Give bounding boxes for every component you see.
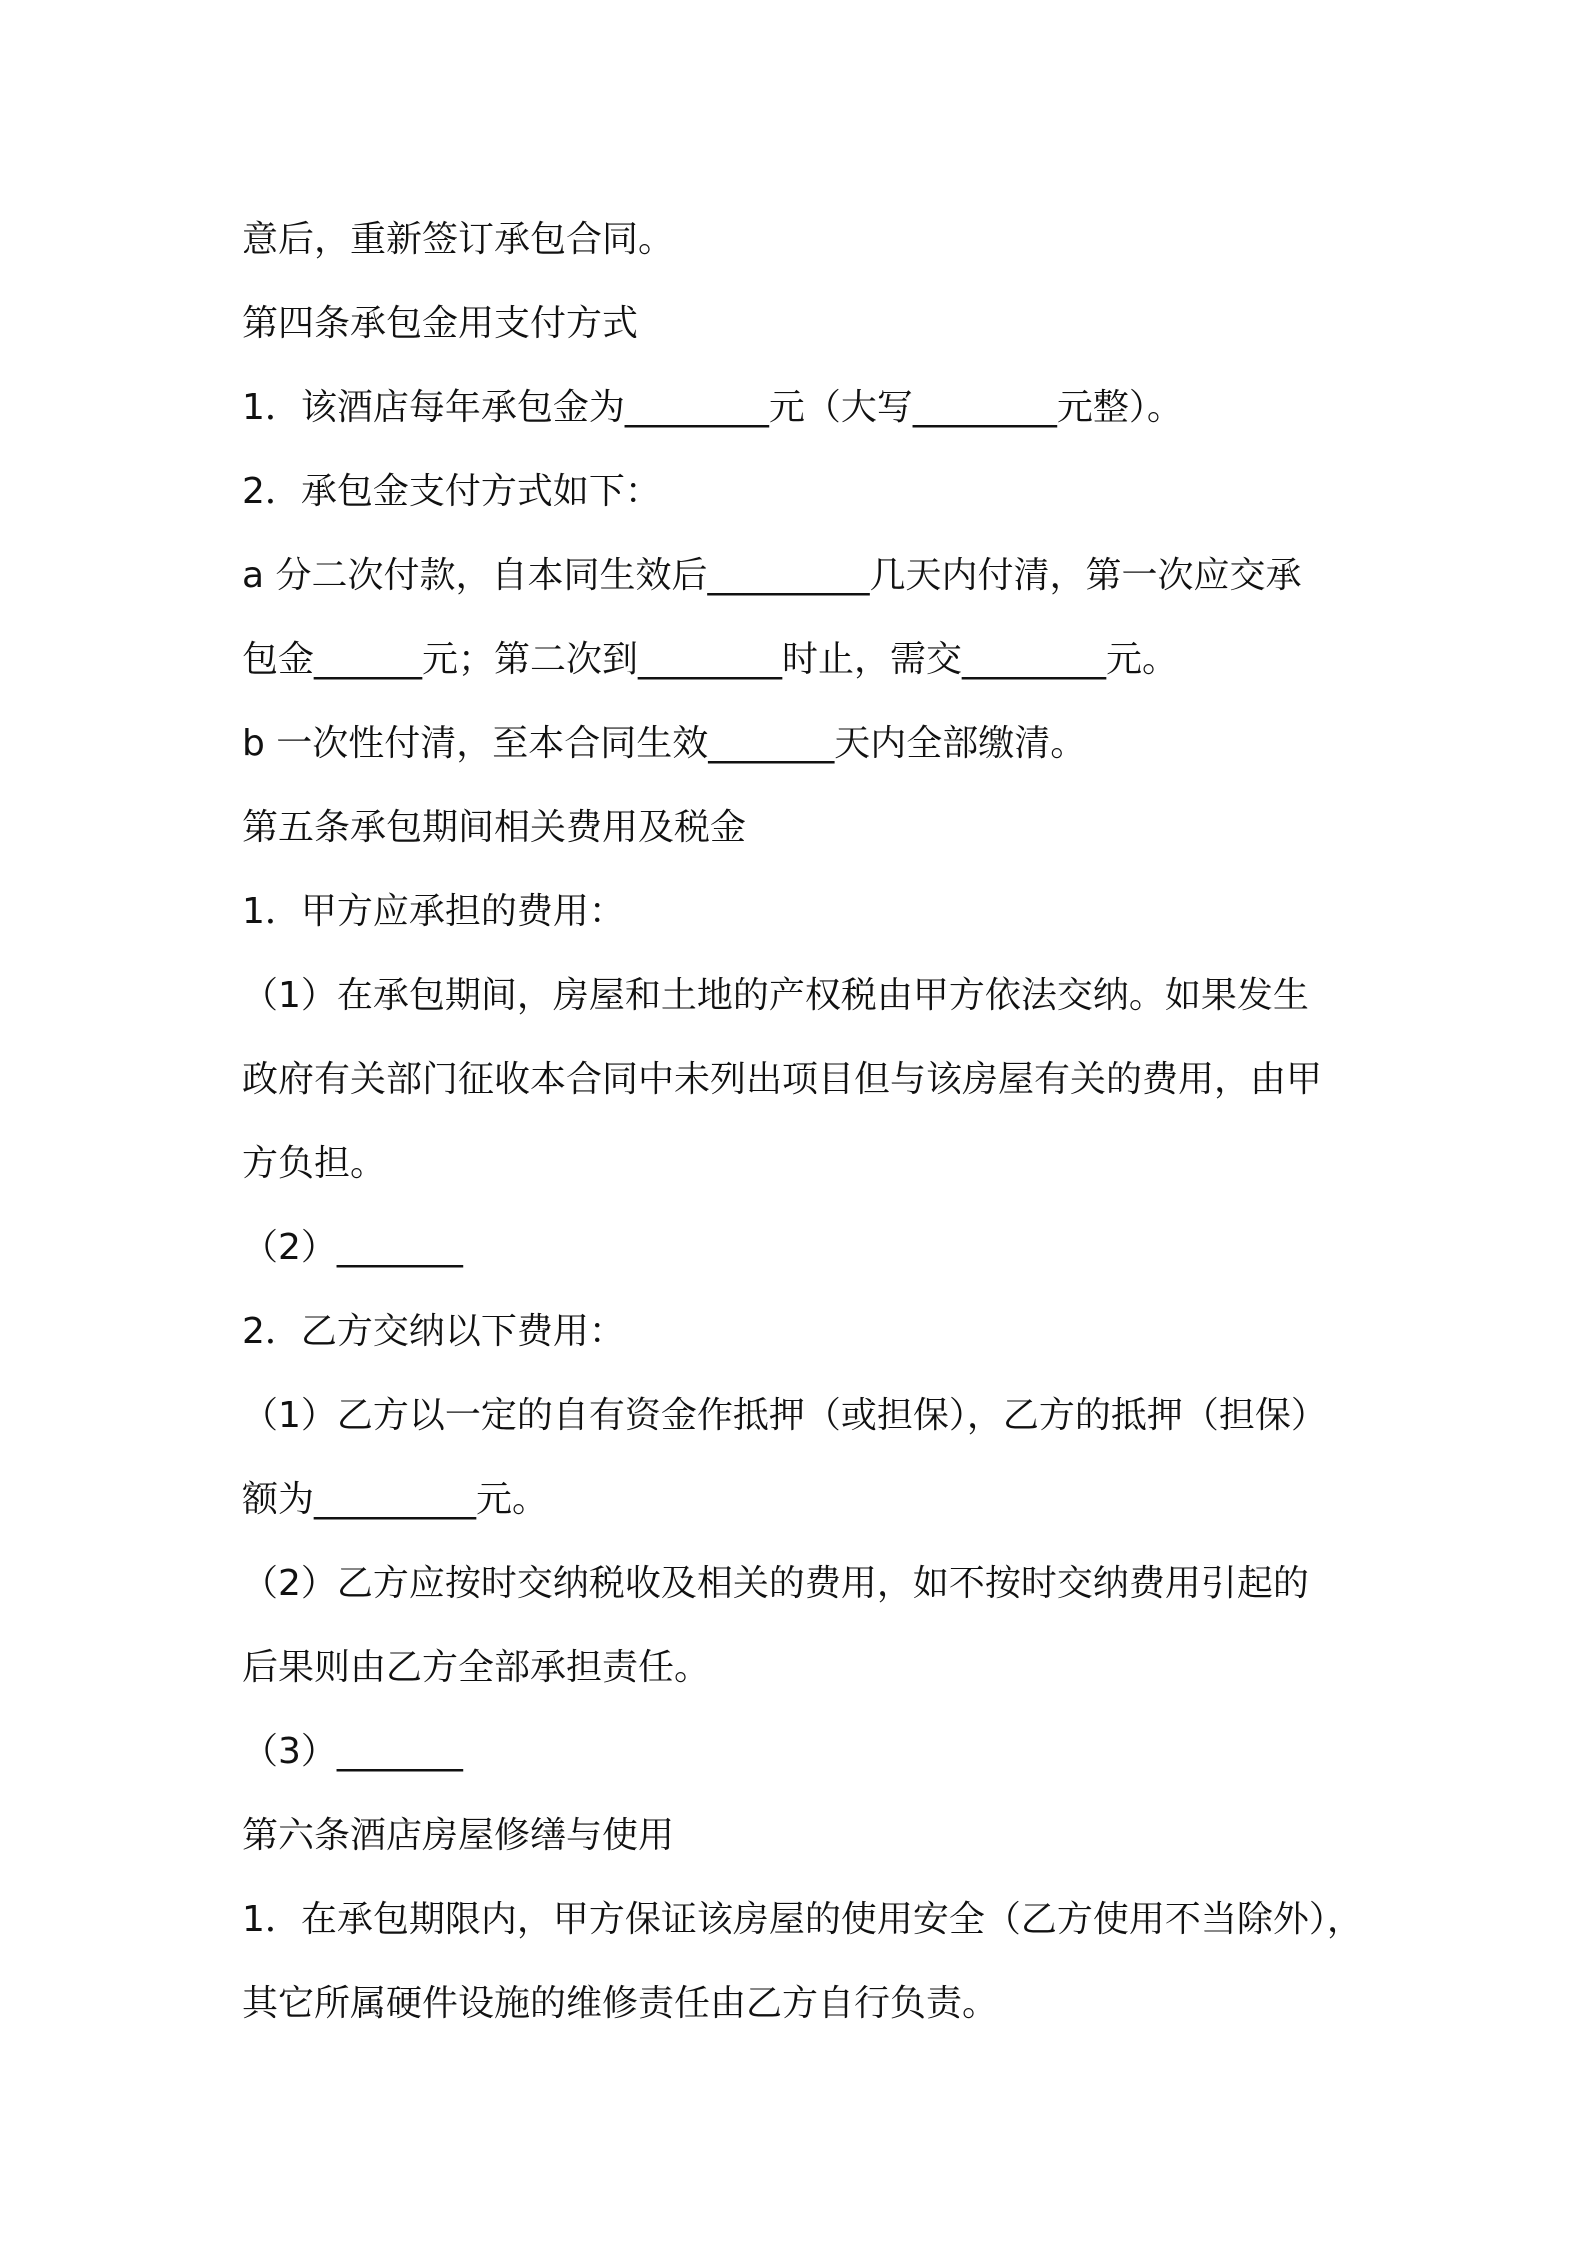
text-line: 2．乙方交纳以下费用： <box>242 1311 625 1352</box>
section-heading-4: 第四条承包金用支付方式 <box>242 303 639 344</box>
section-heading-5: 第五条承包期间相关费用及税金 <box>242 807 747 848</box>
section-heading-6: 第六条酒店房屋修缮与使用 <box>242 1815 675 1856</box>
text-line: 政府有关部门征收本合同中未列出项目但与该房屋有关的费用，由甲 <box>242 1059 1323 1100</box>
text-line: 其它所属硬件设施的维修责任由乙方自行负责。 <box>242 1983 999 2024</box>
text-line: 1．该酒店每年承包金为________元（大写________元整）。 <box>242 387 1183 428</box>
text-line: a 分二次付款，自本同生效后_________几天内付清，第一次应交承 <box>242 555 1302 596</box>
text-line: （1）在承包期间，房屋和土地的产权税由甲方依法交纳。如果发生 <box>242 975 1309 1016</box>
text-line: 后果则由乙方全部承担责任。 <box>242 1647 711 1688</box>
text-line: （2）乙方应按时交纳税收及相关的费用，如不按时交纳费用引起的 <box>242 1563 1309 1604</box>
text-line: 包金______元；第二次到________时止，需交________元。 <box>242 639 1179 680</box>
text-line: 方负担。 <box>242 1143 387 1184</box>
text-line: 意后，重新签订承包合同。 <box>242 219 675 260</box>
text-line: b 一次性付清，至本合同生效_______天内全部缴清。 <box>242 723 1087 764</box>
document-body <box>242 198 1362 2046</box>
text-line: 额为_________元。 <box>242 1479 549 1520</box>
text-line: （2）_______ <box>242 1227 463 1268</box>
text-line: 1．在承包期限内，甲方保证该房屋的使用安全（乙方使用不当除外）， <box>242 1899 1363 1940</box>
text-line: 1．甲方应承担的费用： <box>242 891 625 932</box>
text-line: （1）乙方以一定的自有资金作抵押（或担保），乙方的抵押（担保） <box>242 1395 1327 1436</box>
text-line: （3）_______ <box>242 1731 463 1772</box>
text-line: 2．承包金支付方式如下： <box>242 471 661 512</box>
